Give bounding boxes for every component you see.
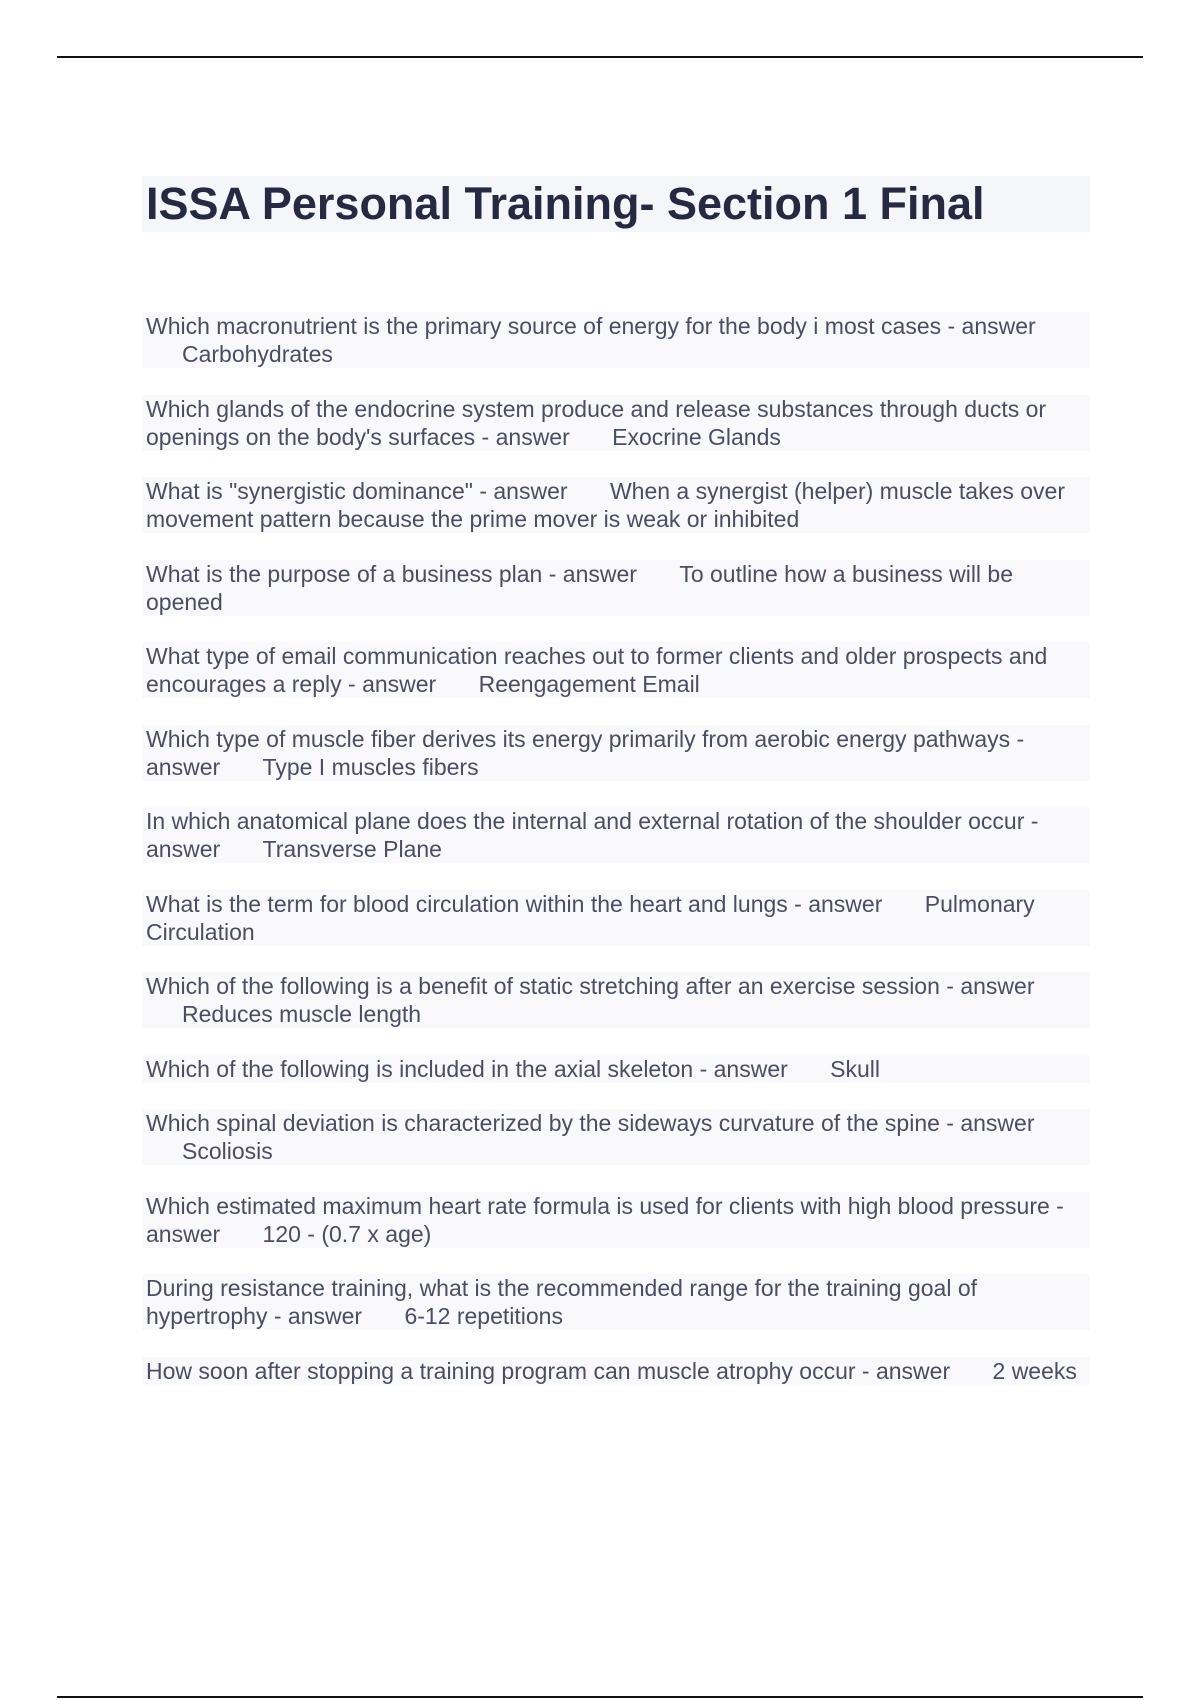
answer-text: Exocrine Glands: [612, 423, 781, 450]
qa-list: [142, 312, 1090, 1411]
question-text: Which estimated maximum heart rate formula is used for clients with high blood pressure - answer: [146, 1192, 1064, 1247]
bottom-rule: [57, 1696, 1143, 1698]
answer-text: Type I muscles fibers: [262, 753, 479, 780]
question-text: Which macronutrient is the primary source of energy for the body i most cases - answer: [146, 313, 1036, 339]
answer-text: Reduces muscle length: [182, 1001, 422, 1027]
question-text: What is "synergistic dominance" - answer: [146, 478, 568, 504]
question-text: How soon after stopping a training program can muscle atrophy occur - answer: [146, 1357, 951, 1384]
qa-item: [142, 1109, 1090, 1165]
answer-text: To outline how a business will be opened: [146, 560, 1014, 615]
qa-item: [142, 1055, 1090, 1083]
answer-text: Scoliosis: [182, 1138, 273, 1164]
qa-item: [142, 807, 1090, 863]
qa-item: [142, 560, 1090, 616]
question-text: During resistance training, what is the recommended range for the training goal of hypertrophy - answer: [146, 1275, 978, 1329]
question-text: Which of the following is included in the axial skeleton - answer: [146, 1055, 788, 1082]
qa-item: [142, 395, 1090, 451]
question-text: What is the purpose of a business plan - answer: [146, 560, 637, 587]
question-text: What type of email communication reaches out to former clients and older prospects and encourages a reply - answer: [146, 643, 1048, 697]
qa-item: [142, 1357, 1090, 1385]
answer-text: Carbohydrates: [182, 341, 333, 367]
answer-text: Transverse Plane: [262, 836, 442, 862]
question-text: In which anatomical plane does the internal and external rotation of the shoulder occur - answer: [146, 808, 1039, 862]
qa-item: [142, 972, 1090, 1028]
qa-item: [142, 725, 1090, 781]
question-text: Which type of muscle fiber derives its energy primarily from aerobic energy pathways - answer: [146, 725, 1025, 780]
question-text: Which of the following is a benefit of static stretching after an exercise session - answer: [146, 973, 1035, 999]
qa-item: [142, 642, 1090, 698]
question-text: What is the term for blood circulation within the heart and lungs - answer: [146, 890, 883, 917]
qa-item: [142, 890, 1090, 946]
question-text: Which glands of the endocrine system produce and release substances through ducts or openings on the body's surfaces - answer: [146, 395, 1047, 450]
question-text: Which spinal deviation is characterized by the sideways curvature of the spine - answer: [146, 1110, 1035, 1136]
top-rule: [57, 56, 1143, 58]
qa-item: [142, 1192, 1090, 1248]
answer-text: 6-12 repetitions: [404, 1303, 563, 1329]
answer-text: When a synergist (helper) muscle takes over movement pattern because the prime mover is weak or inhibited: [146, 478, 1066, 532]
answer-text: Reengagement Email: [478, 671, 700, 697]
answer-text: Skull: [830, 1055, 881, 1082]
qa-item: [142, 312, 1090, 368]
qa-item: [142, 477, 1090, 533]
qa-item: [142, 1274, 1090, 1330]
answer-text: Pulmonary Circulation: [146, 890, 1035, 945]
page-title: ISSA Personal Training- Section 1 Final: [142, 176, 1090, 232]
answer-text: 2 weeks: [992, 1357, 1077, 1384]
answer-text: 120 - (0.7 x age): [262, 1220, 432, 1247]
